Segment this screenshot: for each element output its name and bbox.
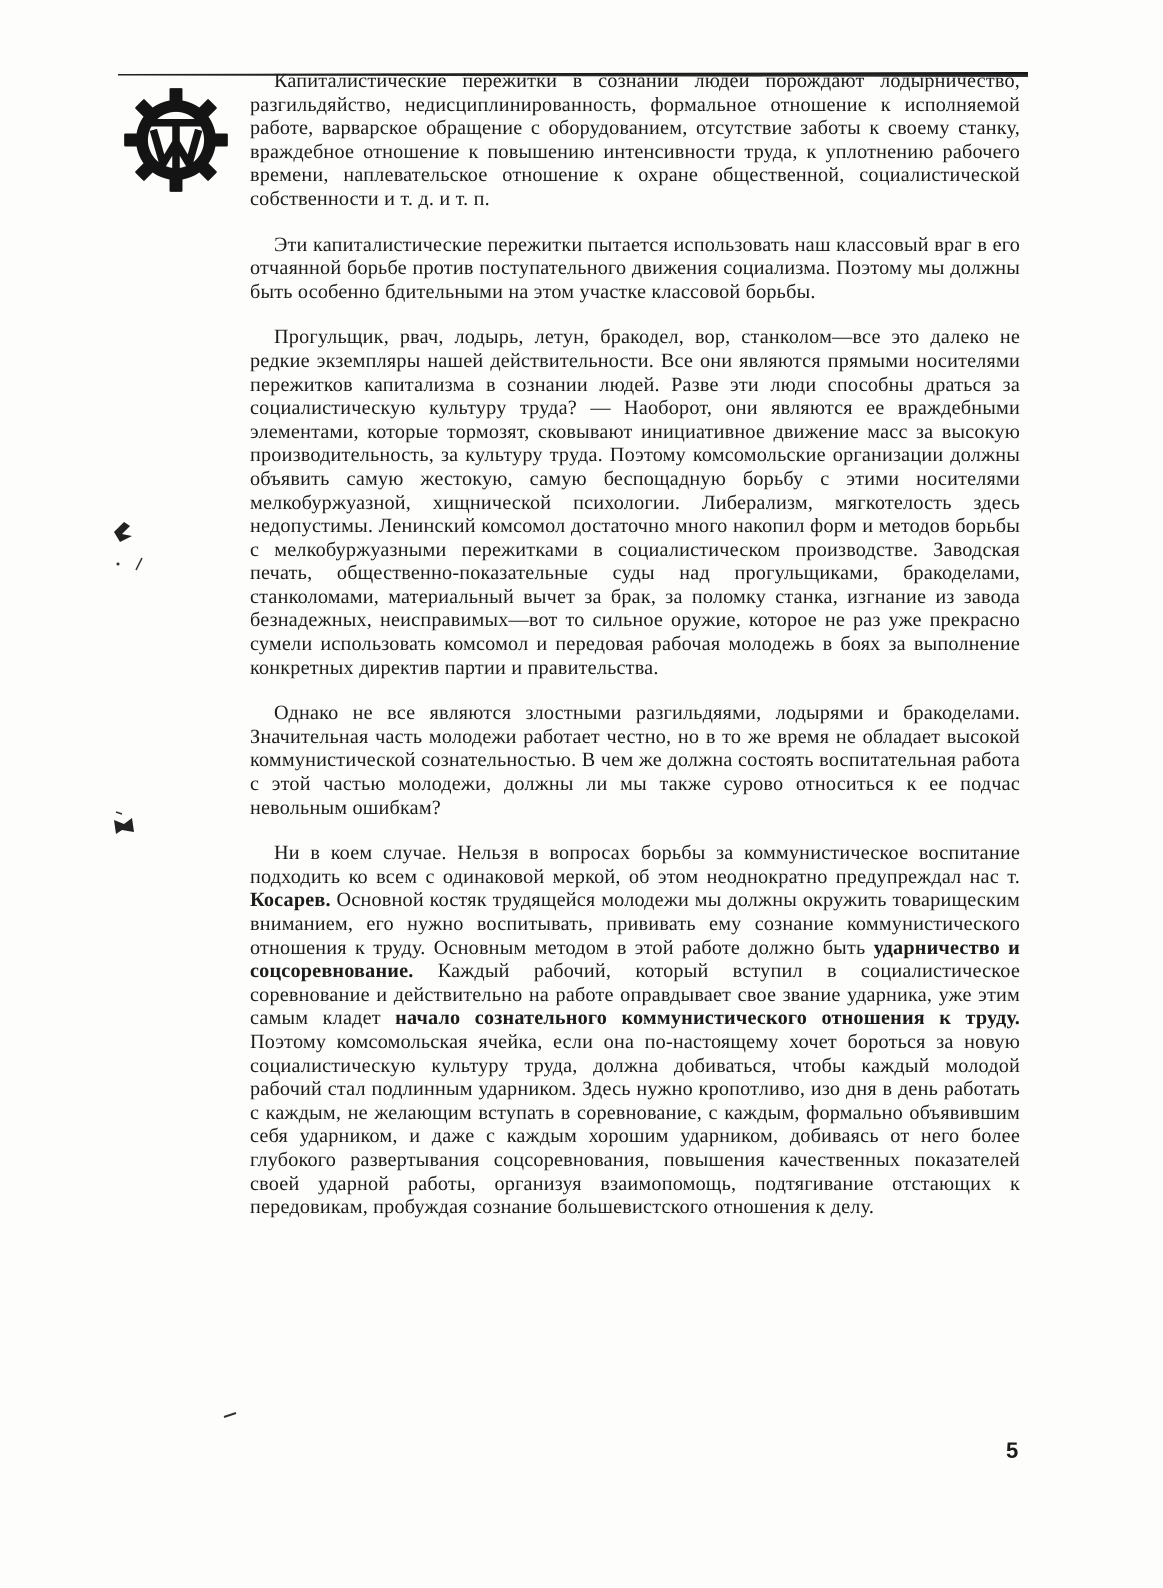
article-text	[250, 70, 1020, 1242]
paragraph	[250, 326, 1020, 680]
paragraph-text: Прогульщик, рвач, лодырь, летун, бракодел, вор, станколом—все это далеко не редкие экземпляры нашей действительности. Все они являются прямыми носителями пережитков капитализма в сознании людей. Разве эти люди способны драться за социалистическую культуру труда? — Наоборот, они являются ее враждебными элементами, которые тормозят, сковывают инициативное движение масс за высокую производительность, за культуру труда. Поэтому комсомольские организации должны объявить самую жестокую, самую беспощадную борьбу с этими носителями мелкобуржуазной, хищнической психологии. Либерализм, мягкотелость здесь недопустимы. Ленинский комсомол достаточно много накопил форм и методов борьбы с мелкобуржуазными пережитками в социалистическом производстве. Заводская печать, общественно-показательные суды над прогульщиками, бракоделами, станколомами, материальный вычет за брак, за поломку станка, изгнание из завода безнадежных, неисправимых—вот то сильное оружие, которое не раз уже прекрасно сумели использовать комсомол и передовая рабочая молодежь в боях за выполнение конкретных директив партии и правительства.	[250, 326, 1020, 679]
paragraph-text: Однако не все являются злостными разгильдяями, лодырями и бракоделами. Значительная часть молодежи работает честно, но в то же время не обладает высокой коммунистической сознательностью. В чем же должна состоять воспитательная работа с этой частью молодежи, должны ли мы также сурово относиться к ее подчас невольным ошибкам?	[250, 702, 1020, 819]
paragraph-text: Капиталистические пережитки в сознании людей порождают лодырничество, разгильдяйство, недисциплинированность, формальное отношение к исполняемой работе, варварское обращение с оборудованием, отсутствие заботы к своему станку, враждебное отношение к повышению интенсивности труда, к уплотнению рабочего времени, наплевательское отношение к охране общественной, социалистической собственности и т. д. и т. п.	[250, 70, 1020, 210]
gear-emblem-icon	[122, 86, 230, 194]
paragraph	[250, 842, 1020, 1220]
paragraph	[250, 234, 1020, 305]
margin-smudge	[110, 808, 140, 848]
paragraph-text: Поэтому комсомольская ячейка, если она по-настоящему хочет бороться за новую социалистическую культуру труда, должна добиваться, чтобы каждый молодой рабочий стал подлинным ударником. Здесь нужно кропотливо, изо дня в день работать с каждым, не желающим вступать в соревнование, с каждым, формально объявившим себя ударником, и даже с каждым хорошим ударником, добиваясь от него более глубокого развертывания соцсоревнования, повышения качественных показателей своей ударной работы, организуя взаимопомощь, подтягивание отстающих к передовикам, пробуждая сознание большевистского отношения к делу.	[250, 1030, 1020, 1219]
margin-smudge	[108, 512, 148, 572]
paragraph-text: Ни в коем случае. Нельзя в вопросах борьбы за коммунистическое воспитание подходить ко всем с одинаковой меркой, об этом неоднократно предупреждал нас т.	[250, 842, 1020, 888]
paragraph	[250, 70, 1020, 212]
page-number: 5	[1006, 1438, 1019, 1463]
paragraph-text: Эти капиталистические пережитки пытается использовать наш классовый враг в его отчаянной борьбе против поступательного движения социализма. Поэтому мы должны быть особенно бдительными на этом участке классовой борьбы.	[250, 233, 1020, 303]
emphasized-text: ударничество и соцсоревнование.	[250, 936, 1020, 983]
margin-smudge	[222, 1410, 238, 1420]
emphasized-text: начало сознательного коммунистического отношения к труду.	[395, 1007, 1020, 1030]
paragraph-text: Каждый рабочий, который вступил в социалистическое соревнование и действительно на работе оправдывает свое звание ударника, уже этим самым кладет	[250, 960, 1020, 1030]
emphasized-text: Косарев.	[250, 889, 331, 912]
paragraph	[250, 702, 1020, 820]
paragraph-text: Основной костяк трудящейся молодежи мы должны окружить товарищеским вниманием, его нужно воспитывать, прививать ему сознание коммунистического отношения к труду. Основным методом в этой работе должно быть	[250, 889, 1020, 959]
